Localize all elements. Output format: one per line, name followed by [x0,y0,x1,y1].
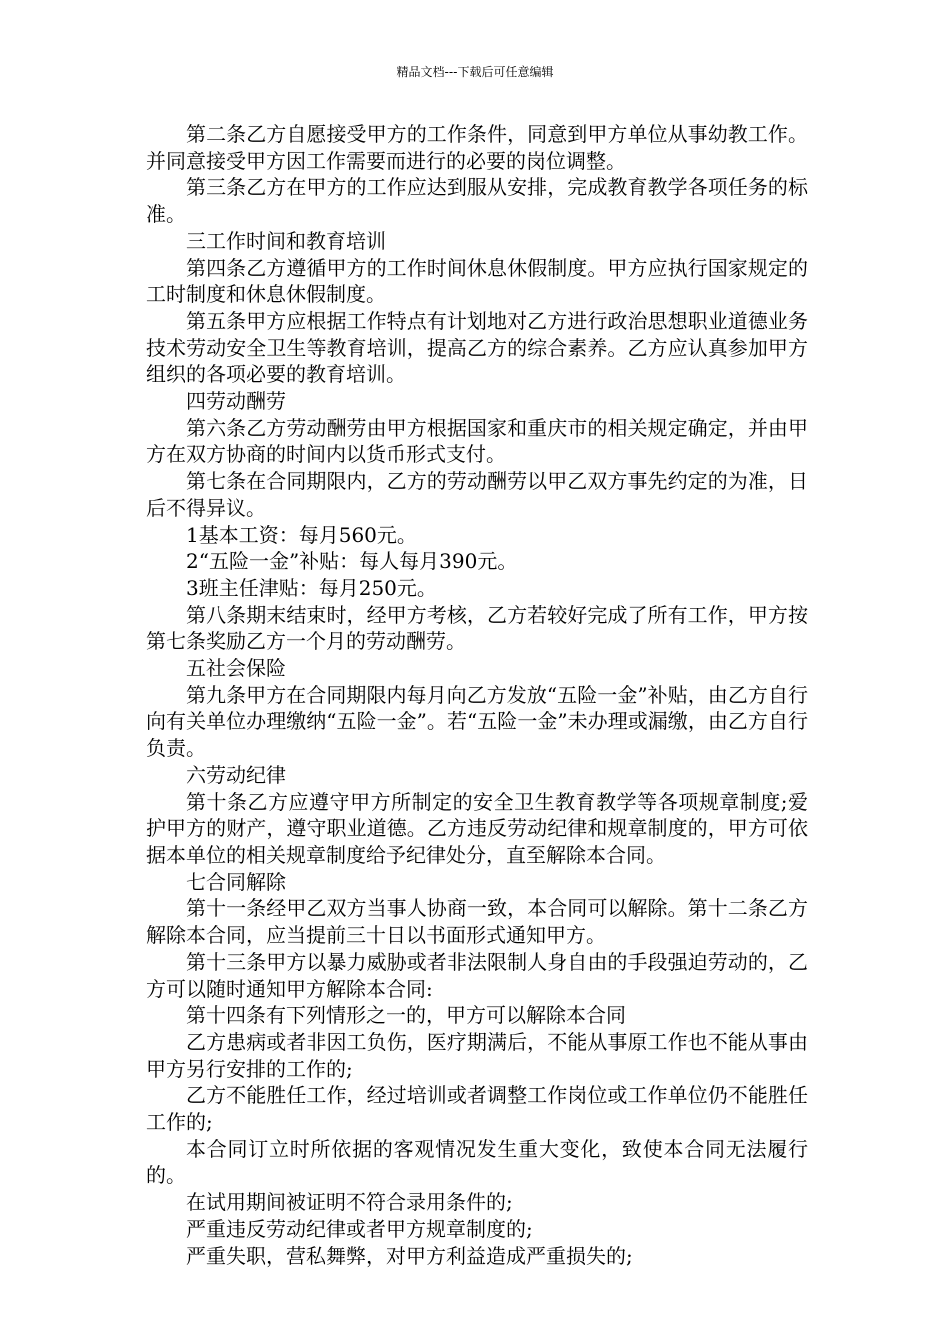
document-body [146,121,808,1269]
list-item: 乙方不能胜任工作，经过培训或者调整工作岗位或工作单位仍不能胜任工作的; [146,1083,808,1135]
paragraph: 第五条甲方应根据工作特点有计划地对乙方进行政治思想职业道德业务技术劳动安全卫生等教育培训，提高乙方的综合素养。乙方应认真参加甲方组织的各项必要的教育培训。 [146,308,808,387]
list-item: 严重违反劳动纪律或者甲方规章制度的; [186,1216,533,1241]
list-item: 2“五险一金”补贴：每人每月390元。 [186,549,518,574]
paragraph: 第十四条有下列情形之一的，甲方可以解除本合同 [186,1003,626,1028]
paragraph: 第四条乙方遵循甲方的工作时间休息休假制度。甲方应执行国家规定的工时制度和休息休假制度。 [146,255,808,307]
section-heading: 四劳动酬劳 [186,389,286,414]
paragraph: 第十三条甲方以暴力威胁或者非法限制人身自由的手段强迫劳动的，乙方可以随时通知甲方解除本合同: [146,949,808,1001]
section-heading: 三工作时间和教育培训 [186,228,386,253]
paragraph: 第九条甲方在合同期限内每月向乙方发放“五险一金”补贴，由乙方自行向有关单位办理缴纳“五险一金”。若“五险一金”未办理或漏缴，由乙方自行负责。 [146,682,808,761]
paragraph: 第六条乙方劳动酬劳由甲方根据国家和重庆市的相关规定确定，并由甲方在双方协商的时间内以货币形式支付。 [146,415,808,467]
paragraph: 第三条乙方在甲方的工作应达到服从安排，完成教育教学各项任务的标准。 [146,175,808,227]
list-item: 1基本工资：每月560元。 [186,522,417,547]
paragraph: 第二条乙方自愿接受甲方的工作条件，同意到甲方单位从事幼教工作。并同意接受甲方因工作需要而进行的必要的岗位调整。 [146,122,808,173]
list-item: 在试用期间被证明不符合录用条件的; [186,1190,513,1215]
paragraph: 第十一条经甲乙双方当事人协商一致，本合同可以解除。第十二条乙方解除本合同，应当提前三十日以书面形式通知甲方。 [146,896,808,948]
list-item: 3班主任津贴：每月250元。 [186,575,437,600]
list-item: 严重失职，营私舞弊，对甲方利益造成严重损失的; [186,1243,633,1268]
section-heading: 六劳动纪律 [186,762,286,787]
paragraph: 第十条乙方应遵守甲方所制定的安全卫生教育教学等各项规章制度;爱护甲方的财产，遵守职业道德。乙方违反劳动纪律和规章制度的，甲方可依据本单位的相关规章制度给予纪律处分，直至解除本合同。 [146,789,808,867]
list-item: 本合同订立时所依据的客观情况发生重大变化，致使本合同无法履行的。 [146,1136,808,1188]
list-item: 乙方患病或者非因工负伤，医疗期满后，不能从事原工作也不能从事由甲方另行安排的工作的; [146,1029,808,1081]
section-heading: 五社会保险 [186,656,286,681]
paragraph: 第八条期末结束时，经甲方考核，乙方若较好完成了所有工作，甲方按第七条奖励乙方一个月的劳动酬劳。 [146,602,808,654]
page-header: 精品文档---下载后可任意编辑 [396,65,554,79]
paragraph: 第七条在合同期限内，乙方的劳动酬劳以甲乙双方事先约定的为准，日后不得异议。 [146,469,808,520]
section-heading: 七合同解除 [186,869,286,894]
